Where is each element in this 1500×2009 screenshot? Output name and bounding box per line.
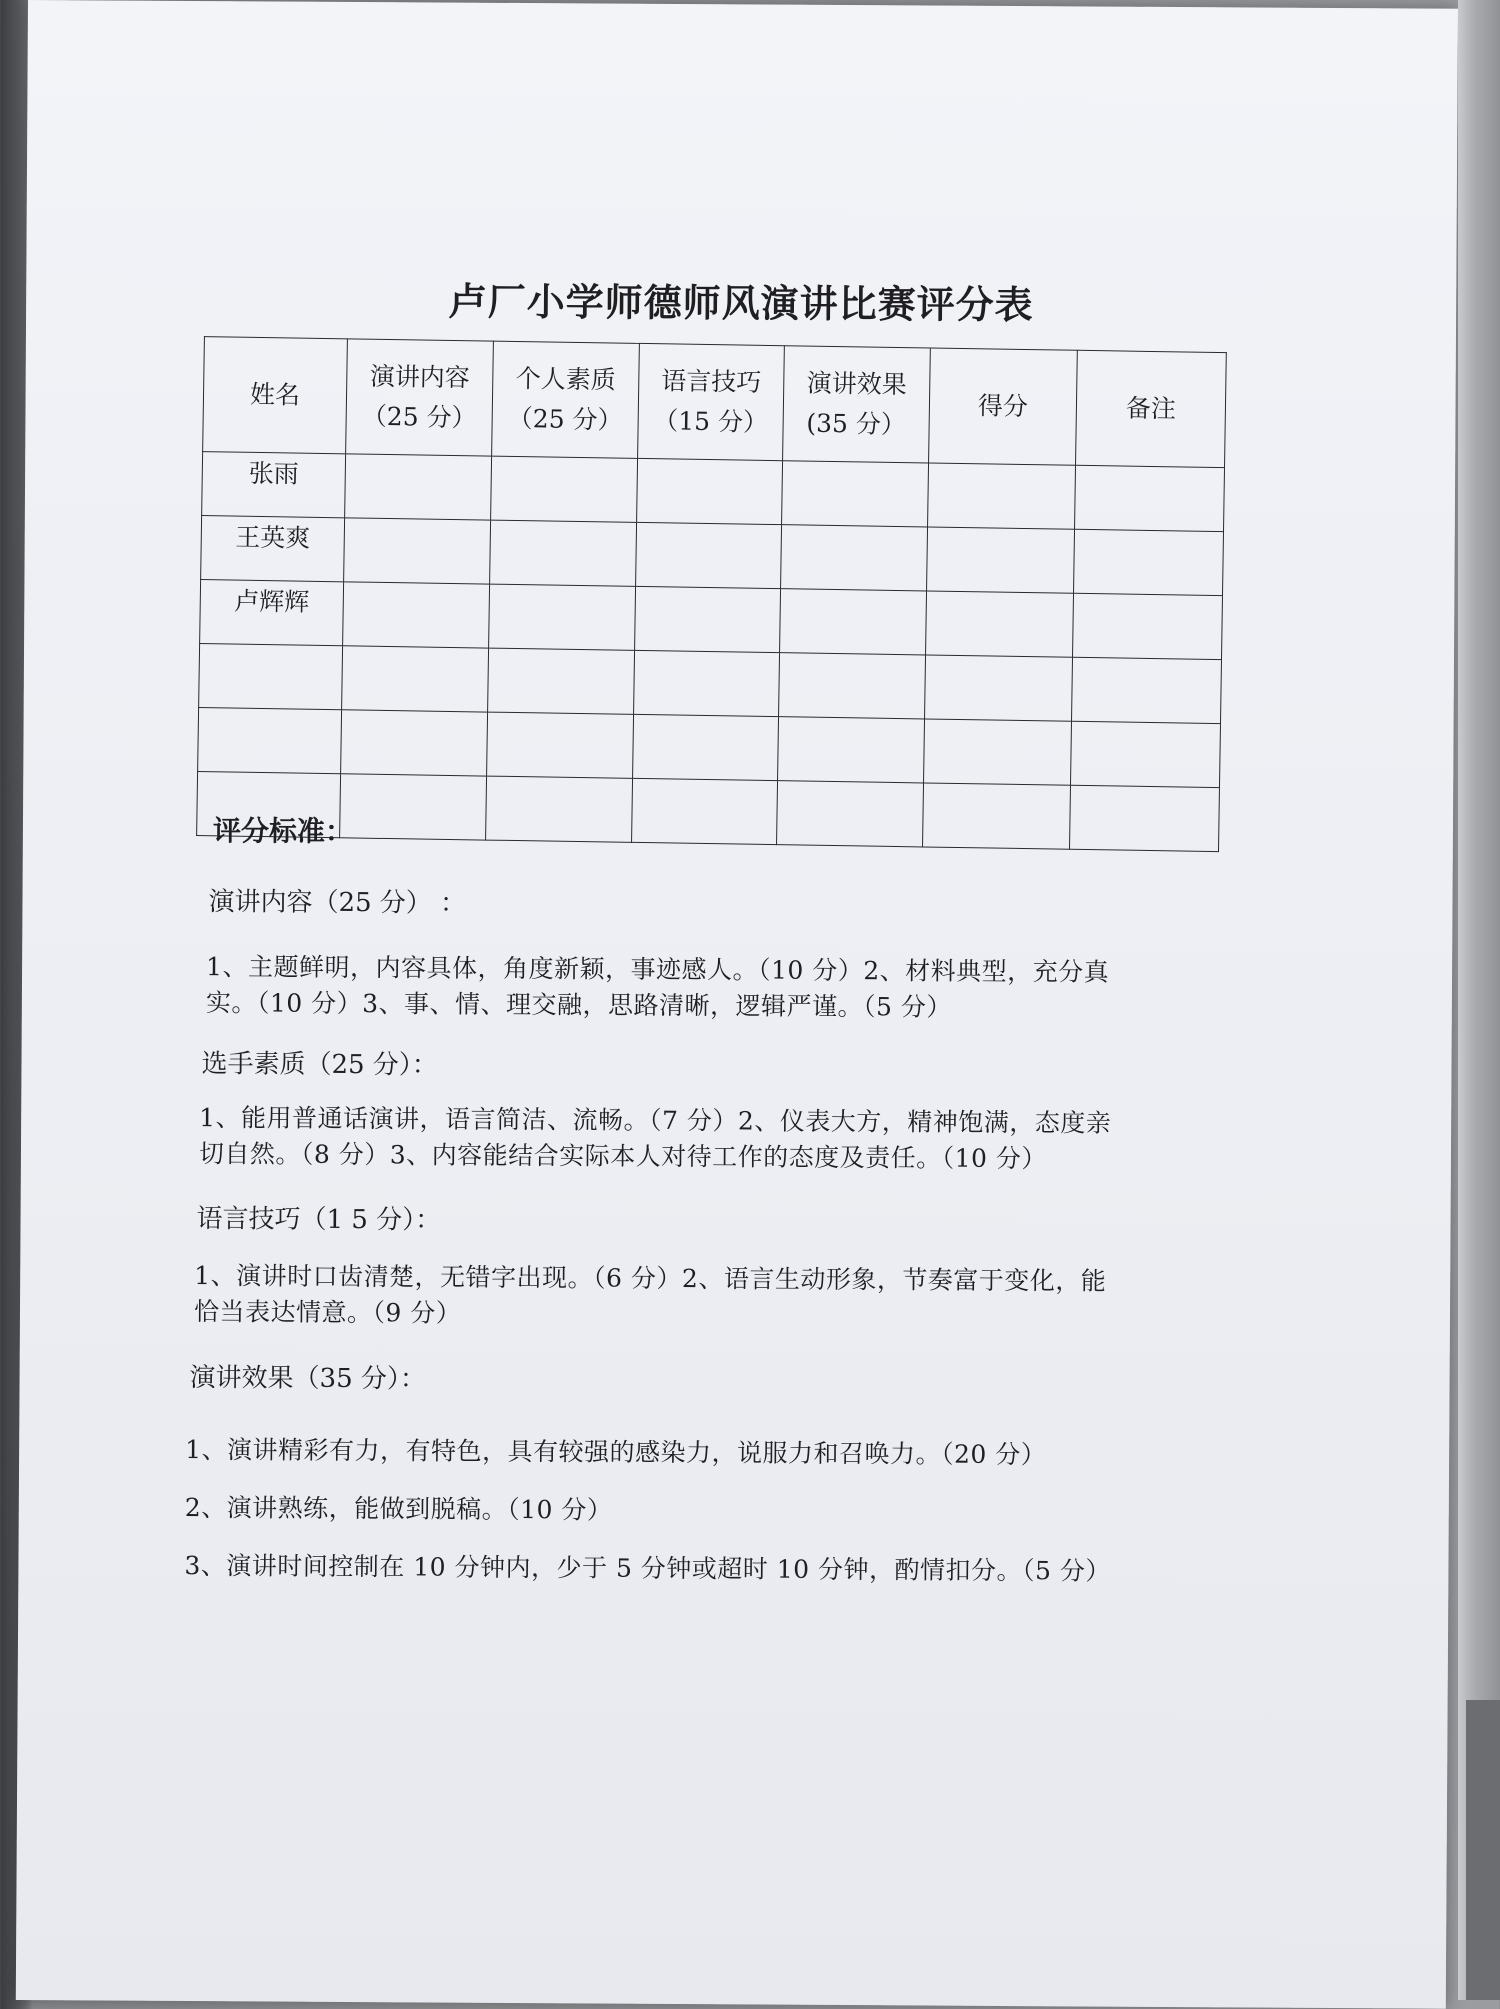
score-cell [635, 586, 781, 652]
body-line: 恰当表达情意。（9 分） [193, 1297, 462, 1328]
body-line: 3、演讲时间控制在 10 分钟内，少于 5 分钟或超时 10 分钟，酌情扣分。（5 分） [184, 1550, 1111, 1586]
score-cell [927, 527, 1075, 593]
body-line: 1、主题鲜明，内容具体，角度新颖，事迹感人。（10 分）2、材料典型，充分真 [206, 952, 1110, 987]
header-remark: 备注 [1076, 350, 1227, 467]
score-cell [924, 719, 1072, 785]
contestant-name: 张雨 [202, 452, 346, 518]
remark-cell [1073, 593, 1223, 659]
score-cell [781, 525, 928, 591]
section-heading-effect: 演讲效果（35 分）： [189, 1363, 427, 1395]
contestant-name: 卢辉辉 [200, 580, 344, 646]
body-line: 切自然。（8 分）3、内容能结合实际本人对待工作的态度及责任。（10 分） [198, 1139, 1048, 1174]
score-cell [925, 655, 1073, 721]
score-cell [343, 582, 490, 648]
contestant-name: 王英爽 [201, 516, 345, 582]
score-cell [489, 584, 636, 650]
background-shadow [1466, 1700, 1500, 2000]
score-cell [340, 774, 487, 840]
score-cell [634, 650, 780, 716]
score-cell [488, 648, 635, 714]
score-cell [926, 591, 1074, 657]
score-cell [633, 714, 779, 780]
score-cell [637, 458, 783, 524]
score-cell [636, 522, 782, 588]
score-cell [779, 653, 926, 719]
score-table [196, 336, 1227, 852]
score-cell [632, 778, 778, 844]
score-cell [344, 518, 491, 584]
score-cell [782, 461, 929, 527]
header-language: 语言技巧 （15 分） [638, 343, 785, 460]
score-cell [928, 463, 1076, 529]
score-cell [923, 783, 1071, 849]
contestant-name [199, 644, 343, 710]
header-quality: 个人素质 （25 分） [492, 341, 640, 458]
body-line: 1、演讲精彩有力，有特色，具有较强的感染力，说服力和召唤力。（20 分） [185, 1434, 1047, 1470]
body-line: 1、能用普通话演讲，语言简洁、流畅。（7 分）2、仪表大方，精神饱满，态度亲 [199, 1103, 1112, 1138]
score-cell [345, 454, 492, 520]
paper-sheet [16, 0, 1458, 2009]
remark-cell [1075, 465, 1225, 531]
remark-cell [1072, 657, 1222, 723]
document-title: 卢厂小学师德师风演讲比赛评分表 [448, 278, 1034, 328]
score-cell [491, 456, 638, 522]
standards-heading: 评分标准： [212, 814, 354, 849]
body-line: 1、演讲时口齿清楚，无错字出现。（6 分）2、语言生动形象，节奏富于变化，能 [194, 1261, 1107, 1296]
section-body-quality [199, 1100, 1112, 1178]
body-line: 2、演讲熟练，能做到脱稿。（10 分） [184, 1492, 613, 1525]
score-cell [780, 589, 927, 655]
section-heading-content: 演讲内容（25 分） ： [208, 887, 467, 919]
section-body-effect [184, 1421, 1112, 1601]
background-edge [1458, 0, 1500, 2000]
score-cell [486, 776, 633, 842]
header-name: 姓名 [203, 337, 348, 454]
score-cell [777, 781, 924, 847]
section-heading-quality: 选手素质（25 分）： [201, 1049, 438, 1081]
score-cell [341, 710, 488, 776]
body-line: 实。（10 分）3、事、情、理交融，思路清晰，逻辑严谨。（5 分） [205, 988, 952, 1022]
remark-cell [1071, 721, 1221, 787]
score-cell [778, 717, 925, 783]
remark-cell [1074, 529, 1224, 595]
contestant-name [198, 708, 342, 774]
section-heading-language: 语言技巧（1 5 分）： [196, 1204, 442, 1236]
header-content: 演讲内容 （25 分） [346, 339, 494, 456]
score-cell [487, 712, 634, 778]
score-cell [490, 520, 637, 586]
header-effect: 演讲效果 (35 分） [783, 346, 931, 463]
score-cell [342, 646, 489, 712]
table-header-row [203, 337, 1227, 468]
section-body-content [206, 949, 1110, 1027]
section-body-language [194, 1258, 1107, 1336]
remark-cell [1069, 785, 1219, 851]
header-score: 得分 [929, 348, 1078, 465]
